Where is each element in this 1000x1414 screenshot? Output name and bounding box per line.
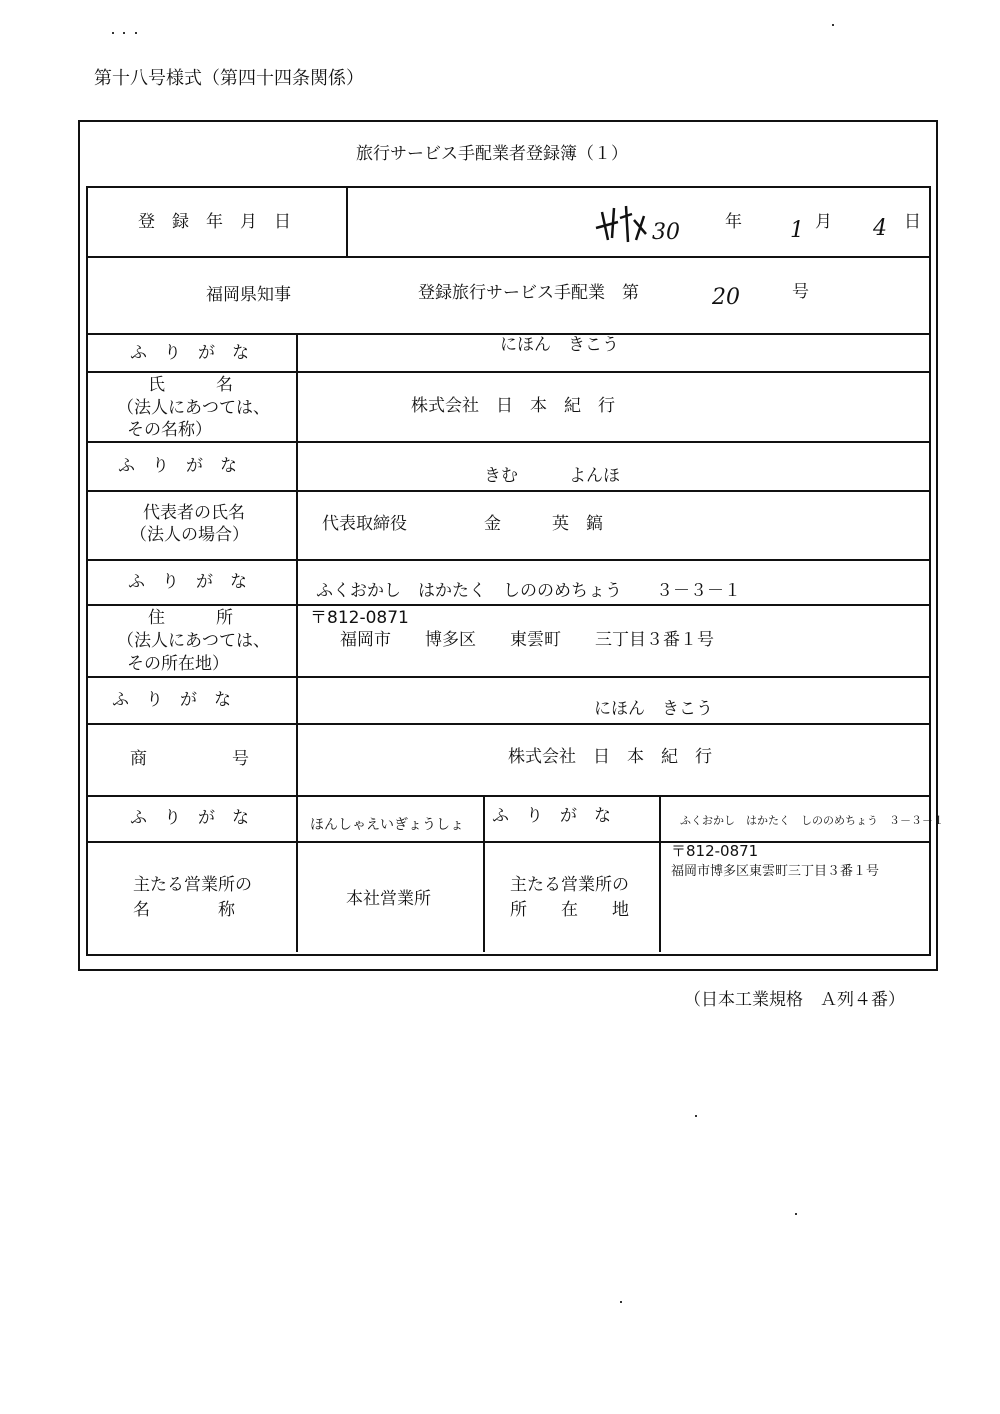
authority-label: 福岡県知事 [206,285,291,305]
month-label: 月 [815,212,832,232]
row-divider [86,795,929,797]
trade-name-furigana-label: ふ り が な [112,690,231,710]
representative-label: 代表者の氏名 [143,503,245,523]
address-postal-code: 〒812-0871 [310,608,409,628]
register-title: 旅行サービス手配業者登録簿（１） [356,144,628,164]
scan-speck [795,1213,797,1215]
office-location-furigana-label: ふ り が な [492,806,611,826]
office-name-label: 主たる営業所の [133,875,252,895]
registration-day: 4 [873,216,887,241]
company-name: 株式会社 日 本 紀 行 [411,396,615,416]
office-name-label-line2: 名 称 [133,900,235,920]
representative-title: 代表取締役 [322,514,407,534]
col-divider [296,333,298,952]
address-furigana: ふくおかし はかたく しののめちょう ３－３－１ [316,581,741,601]
scan-speck [112,32,114,34]
scan-speck [135,32,137,34]
address-furigana-label: ふ り が な [128,572,247,592]
name-label-note: （法人にあつては、 [117,398,270,418]
registration-number-prefix: 登録旅行サービス手配業 第 [418,283,639,303]
representative-name: 金 英 鎬 [484,514,603,534]
office-location-value: 福岡市博多区東雲町三丁目３番１号 [671,864,880,879]
office-furigana-label: ふ り が な [130,808,249,828]
year-label: 年 [725,212,742,232]
registration-number: 20 [712,285,740,310]
row-divider [86,441,929,443]
registration-month: 1 [790,218,804,243]
col-divider [483,795,485,952]
name-furigana-label: ふ り が な [130,343,249,363]
office-postal-code: 〒812-0871 [671,842,759,860]
office-location-label-line2: 所 在 地 [510,900,629,920]
name-furigana: にほん きこう [500,335,619,355]
office-location-furigana: ふくおかし はかたく しののめちょう ３－３－１ [680,814,944,827]
address-value: 福岡市 博多区 東雲町 三丁目３番１号 [340,630,714,650]
trade-name-value: 株式会社 日 本 紀 行 [508,747,712,767]
col-divider [346,186,348,256]
row-divider [86,604,929,606]
row-divider [86,256,929,258]
name-label-note2: その名称） [127,420,212,440]
row-divider [86,490,929,492]
office-name-furigana: ほんしゃえいぎょうしょ [310,817,464,833]
office-name-value: 本社営業所 [346,889,431,909]
representative-furigana: きむ よんほ [484,466,620,486]
representative-furigana-label: ふ り が な [118,456,237,476]
representative-label-note: （法人の場合） [130,525,249,545]
name-label: 氏 名 [148,375,233,395]
scan-speck [695,1115,697,1117]
address-label-note: （法人にあつては、 [117,631,270,651]
row-divider [86,723,929,725]
era-handwritten-mark [592,200,652,246]
row-divider [86,676,929,678]
trade-name-label: 商 号 [130,749,249,769]
office-location-label: 主たる営業所の [510,875,629,895]
row-divider [86,559,929,561]
address-label: 住 所 [148,608,233,628]
form-number-title: 第十八号様式（第四十四条関係） [94,68,364,89]
row-divider [86,371,929,373]
col-divider [659,795,661,952]
scan-speck [123,32,125,34]
scan-speck [832,24,834,26]
registration-number-suffix: 号 [792,282,809,302]
registration-year: 30 [652,220,680,245]
trade-name-furigana: にほん きこう [594,699,713,719]
day-label: 日 [904,212,921,232]
address-label-note2: その所在地） [127,654,229,674]
paper-size-note: （日本工業規格 Ａ列４番） [684,990,905,1010]
scan-speck [620,1301,622,1303]
row-divider [86,841,929,843]
registration-date-label: 登 録 年 月 日 [138,212,291,232]
